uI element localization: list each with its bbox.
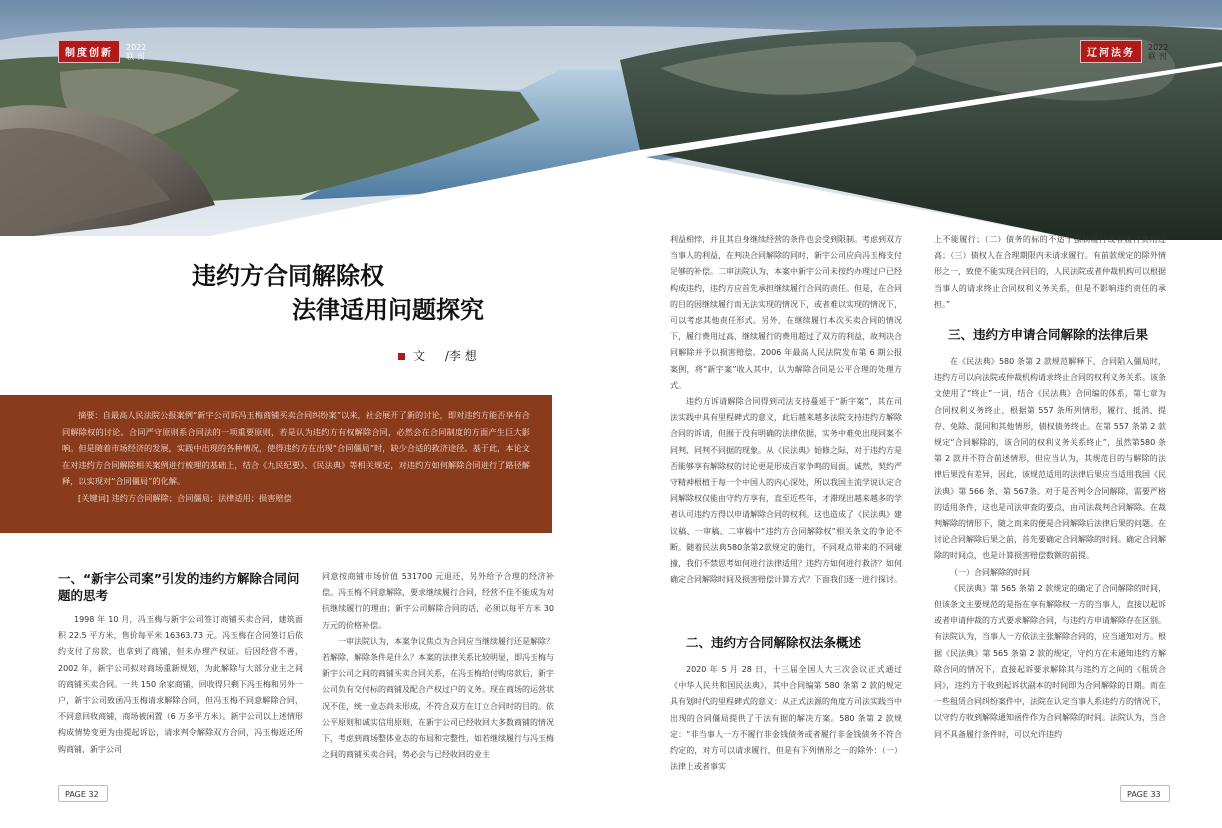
text-column-3-upper [670,232,902,624]
page-number-left: PAGE 32 [58,785,108,802]
section-heading-3: 三、违约方申请合同解除的法律后果 [948,327,1149,342]
page-number-right: PAGE 33 [1120,785,1170,802]
text-column-2 [322,569,554,775]
text-column-1 [58,612,303,774]
bullet-square-icon [398,353,405,360]
subheading: （一）合同解除的时间 [950,567,1030,577]
paragraph: 利益相悖，并且其自身继续经营的条件也会受到限制。考虑到双方当事人的利益，在判决合同解除的同时，新宇公司应向冯玉梅支付足够的补偿。二审法院认为，本案中新宇公司未按约办理过户已经构成违约，违约方应首先承担继续履行合同的责任。但是，在合同的目的因继续履行而无法实现的情况下，或者难以实现的情况下，可以考虑其他责任形式。另外，在继续履行本次买卖合同的情况下，履行费用过高，继续履行的费用超过了双方的利益，故判决合同解除并予以损害赔偿。2006 年最高人民法院发布第 6 期公报案例，将“新宇案”收入其中，认为解除合同是公平合理的处理方式。 [670,235,902,390]
section-heading-1: 一、“新宇公司案”引发的违约方解除合同问题的思考 [58,571,300,603]
text-column-4-upper [934,232,1166,314]
journal-label: 辽河法务 [1080,40,1142,63]
paragraph: 同意按商铺市场价值 531700 元退还，另外给予合理的经济补偿。冯玉梅不同意解除，要求继续履行合同，经营不佳不能成为对抗继续履行的理由；新宇公司解除合同的话，必须以每平方米 30 万元的价格补偿。 [322,572,554,630]
keywords-text: [关键词] 违约方合同解除；合同僵局；法律适用；损害赔偿 [78,492,292,503]
issue-year: 2022 [126,42,147,52]
issue-year: 2022 [1148,42,1169,52]
text-column-3-lower [670,662,902,775]
author-name: /李 想 [444,349,477,363]
article-title-line1: 违约方合同解除权 [192,262,384,290]
author-prefix: 文 [413,349,426,363]
paragraph: 上不能履行；（二）债务的标的不适于强制履行或者履行费用过高；（三）债权人在合理期限内未请求履行。有前款规定的除外情形之一，致使不能实现合同目的，人民法院或者仲裁机构可以根据当事人的请求终止合同权利义务关系，但是不影响违约责任的承担。” [934,235,1166,309]
abstract-box [0,395,552,533]
section-tag-left [58,40,146,63]
paragraph: 一审法院认为，本案争议焦点为合同应当继续履行还是解除？若解除，解除条件是什么？本案的法律关系比较明显，即冯玉梅与新宇公司之间的商铺买卖合同关系，在冯玉梅给付购房款后，新宇公司负有交付标的商铺及配合产权过户的义务。现在商场的运营状况不佳，统一业态尚未形成，不符合双方在订立合同时的目的。依公平原则和诚实信用原则，在新宇公司已经收回大多数商铺的情况下，考虑到商场整体业态的布局和完整性，如若继续履行与冯玉梅之间的商铺买卖合同，势必会与已经收回的业主 [322,636,554,760]
author-byline [398,347,477,364]
issue-name: 联 刊 [1148,51,1167,61]
issue-name: 联 刊 [126,51,145,61]
paragraph: 《民法典》第 565 条第 2 款规定的确定了合同解除的时间，但该条文主要规范的是指在享有解除权一方的当事人，直接以起诉或者申请仲裁的方式要求解除合同，与违约方申请解除存在区别。有法院认为，当事人一方依法主张解除合同的，应当通知对方。根据《民法典》第 565 条第 2 款的规定，守约方在未通知违约方解除合同的情况下，直接起诉要求解除其与违约方之间的《租赁合同》，违约方于收到起诉状副本的时间即为合同解除的日期。而在一些租赁合同纠纷案件中，法院在认定当事人系违约方的情况下，以守约方收到解除通知函件作为合同解除的时间。法院认为，当合同不具备履行条件时，可以允许违约 [934,583,1166,739]
section-heading-2: 二、违约方合同解除权法条概述 [686,635,862,650]
issue-info [126,43,146,61]
section-label: 制度创新 [58,40,120,63]
section-tag-right [1080,40,1168,63]
header-landscape-photo [0,0,1222,240]
article-title-line2: 法律适用问题探究 [292,296,484,324]
paragraph: 1998 年 10 月，冯玉梅与新宇公司签订商铺买卖合同，建筑面积 22.5 平方米，售价每平米 16363.73 元。冯玉梅在合同签订后依约支付了房款，也拿到了商铺，但未办理产权证。后因经营不善，2002 年，新宇公司拟对商场重新规划，为此解除与大部分业主之间的商铺买卖合同。一共 150 余家商铺，回收得只剩下冯玉梅和另外一户，新宇公司致函冯玉梅请求解除合同，但冯玉梅不同意解除合同，不同意回收商铺，商场被闲置（6 万多平方米）。新宇公司以上述情形构成情势变更为由提起诉讼，请求判令解除双方合同，冯玉梅返还所购商铺，新宇公司 [58,615,303,754]
issue-info [1148,43,1168,61]
abstract-text: 摘要：自最高人民法院公报案例“新宇公司诉冯玉梅商铺买卖合同纠纷案”以来，社会展开了新的讨论，即对违约方能否享有合同解除权的讨论。合同严守原则系合同法的一项重要原则，若是认为违约方有权解除合同，必然会在合同制度的方面产生巨大影响。但是随着市场经济的发展，实践中出现的各种情况，使得违约方在出现“合同僵局”时，缺少合适的救济途径。基于此，本论文在对违约方合同解除相关案例进行梳理的基础上，结合《九民纪要》、《民法典》等相关规定，对违约方如何解除合同进行了路径解释，以实现对“合同僵局”的化解。 [62,410,530,487]
paragraph: 在《民法典》580 条第 2 款规范解释下，合同陷入僵局时，违约方可以向法院或仲裁机构请求终止合同的权利义务关系。该条文使用了“终止”一词，结合《民法典》合同编的体系，第七章为合同权利义务终止，根据第 557 条所列情形，履行、抵消、提存、免除、混同和其他情形，债权债务终止。在第 557 条第 2 款规定“合同解除的，该合同的权利义务关系终止”，虽然第580 条第 2 款并不符合前述情形，但应当认为，其规范目的与解除的法律后果没有差异，因此，该规范适用的法律后果应当适用我国《民法典》第 566 条、第 567条。对于是否判令合同解除，需要严格的适用条件，这也是司法审查的要点，由司法裁判合同解除。在裁判解除的情形下，随之而来的便是合同解除后法律后果的问题。在讨论合同解除后果之前，首先要确定合同解除的时间。确定合同解除的时间点，也是计算损害赔偿数额的前提。 [934,357,1166,561]
paragraph: 违约方诉请解除合同得到司法支持蔓延于“新宇案”，其在司法实践中具有里程碑式的意义，此后越来越多法院支持违约方解除合同的诉请，但囿于没有明确的法律依据，实务中难免出现同案不同判、同判不同据的现象。从《民法典》始修之际，对于违约方是否能够享有解除权的讨论更是形成百家争鸣的局面。诚然，契约严守精神根植于每一个中国人的内心深处，所以我国主流学说认定合同解除权仅能由守约方享有，直至近些年，才滞现出越来越多的学者认可违约方得以申请解除合同的权利。这也造成了《民法典》建议稿、一审稿、二审稿中“违约方合同解除权”相关条文的争论不断。随着民法典580条第2款规定的施行，不同观点带来的不同碰撞，我们不禁思考如何进行法律适用？违约方如何进行救济？如何确定合同解除时间及损害赔偿计算方式？下面我们逐一进行探讨。 [670,397,902,585]
paragraph: 2020 年 5 月 28 日，十三届全国人大三次会议正式通过《中华人民共和国民法典》，其中合同编第 580 条第 2 款的规定具有划时代的里程碑式的意义：从正式法源的角度方司法实践当中出现的合同僵局提供了于法有据的解决方案。580 条第 2 款规定：“非当事人一方不履行非金钱债务或者履行非金钱债务不符合约定的，对方可以请求履行，但是有下列情形之一的除外：（一）法律上或者事实 [670,665,902,772]
text-column-4-lower [934,354,1166,775]
